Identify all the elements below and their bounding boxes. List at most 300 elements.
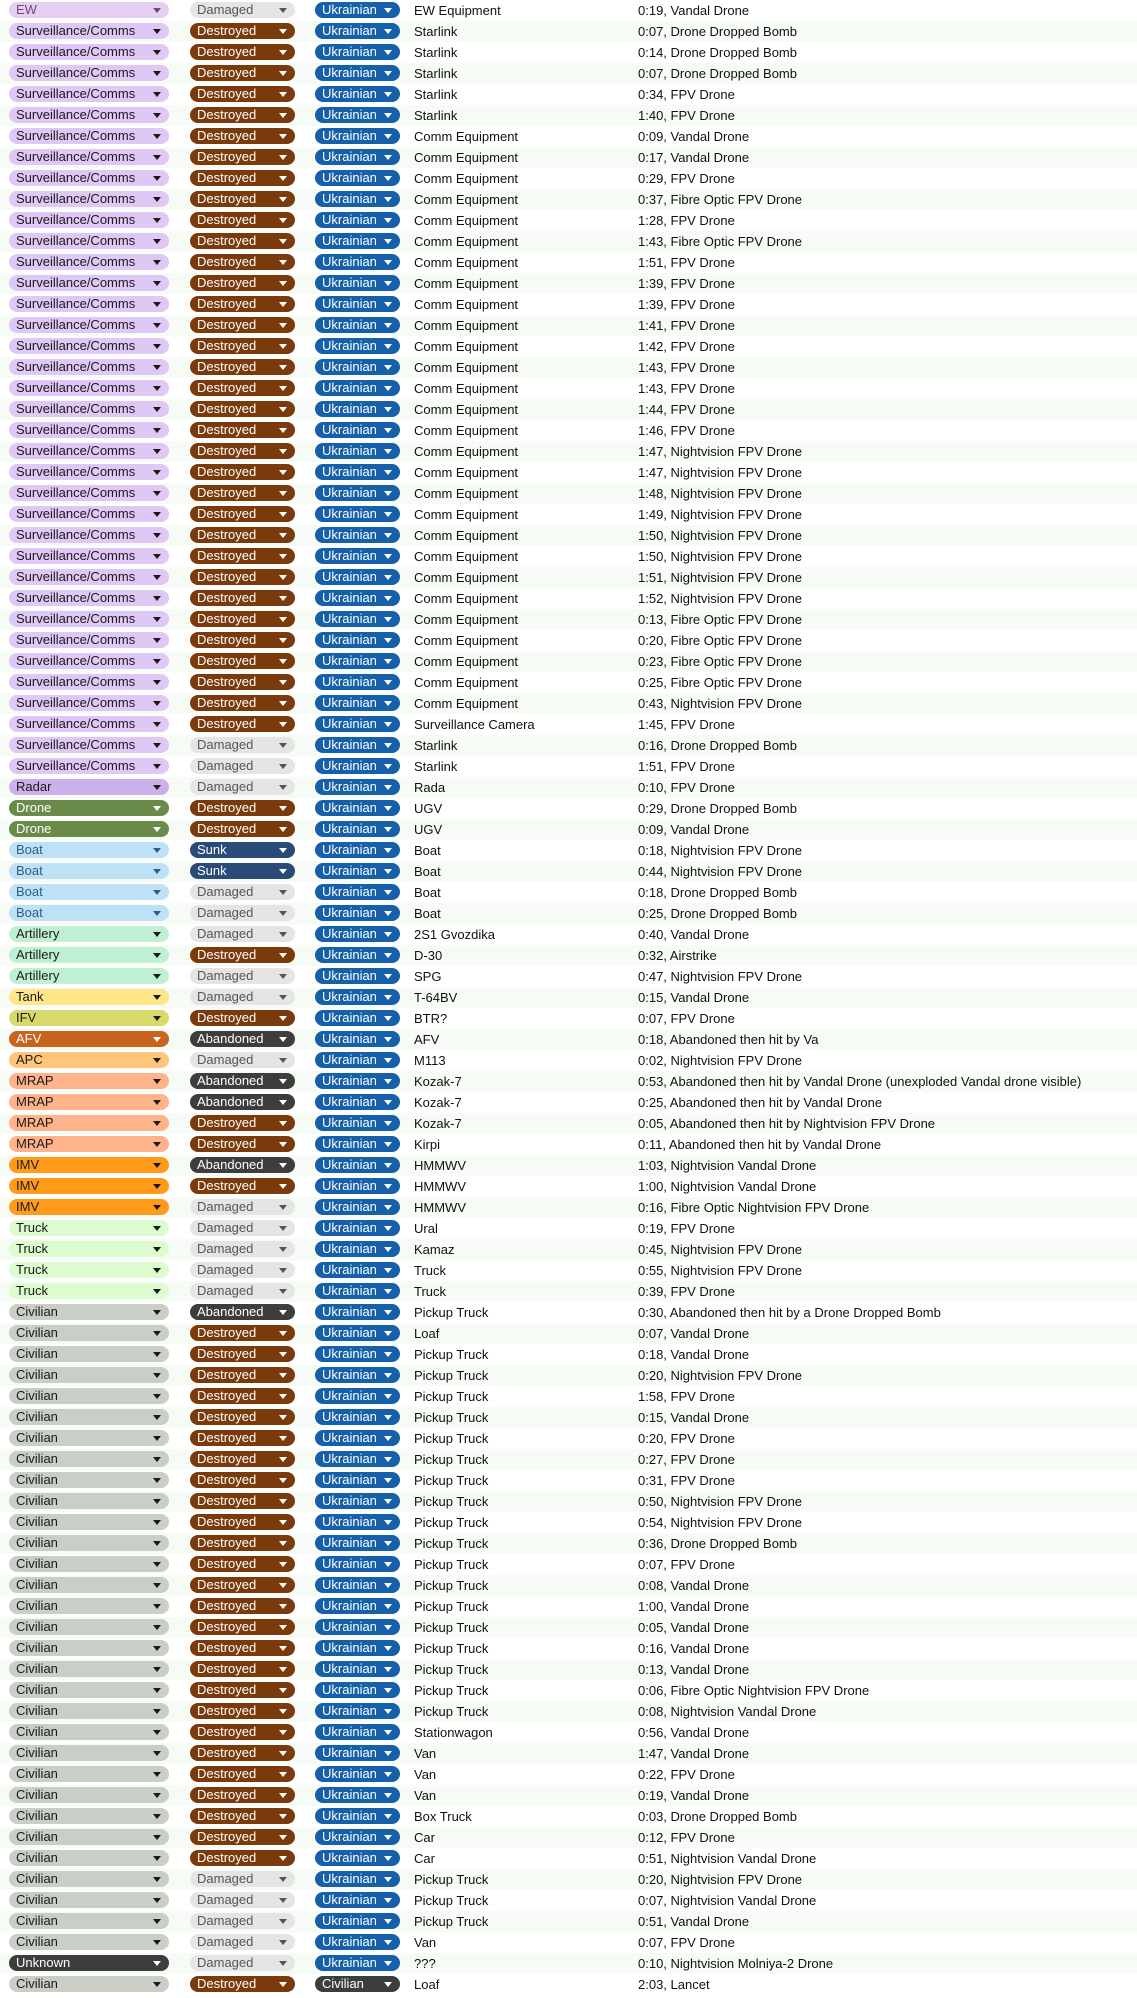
status-dropdown[interactable] [190,422,295,438]
equipment-cell[interactable]: Truck [414,1263,447,1278]
notes-cell[interactable]: 0:23, Fibre Optic FPV Drone [638,654,803,669]
equipment-cell[interactable]: Comm Equipment [414,612,519,627]
equipment-cell[interactable]: Car [414,1830,435,1845]
equipment-cell[interactable]: Ural [414,1221,438,1236]
status-dropdown[interactable] [190,1556,295,1572]
faction-dropdown[interactable] [315,1934,400,1950]
faction-dropdown[interactable] [315,695,400,711]
equipment-cell[interactable]: Pickup Truck [414,1536,489,1551]
notes-cell[interactable]: 1:43, FPV Drone [638,360,735,375]
faction-dropdown[interactable] [315,947,400,963]
notes-cell[interactable]: 0:29, FPV Drone [638,171,735,186]
category-dropdown[interactable] [9,1640,169,1656]
notes-cell[interactable]: 0:56, Vandal Drone [638,1725,750,1740]
faction-dropdown[interactable] [315,1745,400,1761]
faction-dropdown[interactable] [315,1136,400,1152]
equipment-cell[interactable]: Pickup Truck [414,1515,489,1530]
equipment-cell[interactable]: Stationwagon [414,1725,493,1740]
category-dropdown[interactable] [9,86,169,102]
status-dropdown[interactable] [190,1388,295,1404]
equipment-cell[interactable]: Starlink [414,24,458,39]
category-dropdown[interactable] [9,611,169,627]
category-dropdown[interactable] [9,1052,169,1068]
category-dropdown[interactable] [9,758,169,774]
notes-cell[interactable]: 0:09, Vandal Drone [638,822,750,837]
notes-cell[interactable]: 1:48, Nightvision FPV Drone [638,486,803,501]
notes-cell[interactable]: 0:22, FPV Drone [638,1767,735,1782]
notes-cell[interactable]: 1:00, Nightvision Vandal Drone [638,1179,817,1194]
notes-cell[interactable]: 0:07, Vandal Drone [638,1326,750,1341]
category-dropdown[interactable] [9,1283,169,1299]
category-dropdown[interactable] [9,275,169,291]
equipment-cell[interactable]: ??? [414,1956,436,1971]
faction-dropdown[interactable] [315,758,400,774]
category-dropdown[interactable] [9,170,169,186]
notes-cell[interactable]: 0:29, Drone Dropped Bomb [638,801,797,816]
category-dropdown[interactable] [9,1745,169,1761]
status-dropdown[interactable] [190,1703,295,1719]
equipment-cell[interactable]: Comm Equipment [414,339,519,354]
category-dropdown[interactable] [9,1136,169,1152]
equipment-cell[interactable]: HMMWV [414,1179,466,1194]
status-dropdown[interactable] [190,1829,295,1845]
category-dropdown[interactable] [9,1451,169,1467]
status-dropdown[interactable] [190,1010,295,1026]
category-dropdown[interactable] [9,1430,169,1446]
equipment-cell[interactable]: Comm Equipment [414,465,519,480]
equipment-cell[interactable]: Comm Equipment [414,213,519,228]
equipment-cell[interactable]: Comm Equipment [414,192,519,207]
status-dropdown[interactable] [190,1094,295,1110]
status-dropdown[interactable] [190,1241,295,1257]
notes-cell[interactable]: 0:10, FPV Drone [638,780,735,795]
faction-dropdown[interactable] [315,1808,400,1824]
category-dropdown[interactable] [9,1892,169,1908]
category-dropdown[interactable] [9,884,169,900]
faction-dropdown[interactable] [315,968,400,984]
status-dropdown[interactable] [190,1619,295,1635]
equipment-cell[interactable]: Pickup Truck [414,1452,489,1467]
category-dropdown[interactable] [9,1199,169,1215]
status-dropdown[interactable] [190,758,295,774]
faction-dropdown[interactable] [315,1073,400,1089]
status-dropdown[interactable] [190,380,295,396]
category-dropdown[interactable] [9,128,169,144]
status-dropdown[interactable] [190,1304,295,1320]
equipment-cell[interactable]: Pickup Truck [414,1683,489,1698]
equipment-cell[interactable]: Van [414,1746,437,1761]
equipment-cell[interactable]: Pickup Truck [414,1347,489,1362]
status-dropdown[interactable] [190,1472,295,1488]
faction-dropdown[interactable] [315,1220,400,1236]
category-dropdown[interactable] [9,1913,169,1929]
equipment-cell[interactable]: Comm Equipment [414,150,519,165]
notes-cell[interactable]: 0:40, Vandal Drone [638,927,750,942]
category-dropdown[interactable] [9,44,169,60]
notes-cell[interactable]: 0:14, Drone Dropped Bomb [638,45,797,60]
category-dropdown[interactable] [9,254,169,270]
status-dropdown[interactable] [190,1892,295,1908]
faction-dropdown[interactable] [315,86,400,102]
notes-cell[interactable]: 0:12, FPV Drone [638,1830,735,1845]
faction-dropdown[interactable] [315,716,400,732]
status-dropdown[interactable] [190,1850,295,1866]
category-dropdown[interactable] [9,590,169,606]
equipment-cell[interactable]: Boat [414,906,441,921]
status-dropdown[interactable] [190,1640,295,1656]
faction-dropdown[interactable] [315,191,400,207]
notes-cell[interactable]: 0:07, Drone Dropped Bomb [638,24,797,39]
equipment-cell[interactable]: Pickup Truck [414,1557,489,1572]
notes-cell[interactable]: 0:45, Nightvision FPV Drone [638,1242,803,1257]
faction-dropdown[interactable] [315,275,400,291]
faction-dropdown[interactable] [315,1535,400,1551]
faction-dropdown[interactable] [315,506,400,522]
faction-dropdown[interactable] [315,1556,400,1572]
status-dropdown[interactable] [190,464,295,480]
notes-cell[interactable]: 0:20, Nightvision FPV Drone [638,1368,803,1383]
equipment-cell[interactable]: Kirpi [414,1137,441,1152]
category-dropdown[interactable] [9,401,169,417]
category-dropdown[interactable] [9,2,169,18]
notes-cell[interactable]: 1:44, FPV Drone [638,402,735,417]
status-dropdown[interactable] [190,1157,295,1173]
status-dropdown[interactable] [190,1682,295,1698]
equipment-cell[interactable]: Comm Equipment [414,276,519,291]
status-dropdown[interactable] [190,1871,295,1887]
equipment-cell[interactable]: Comm Equipment [414,318,519,333]
faction-dropdown[interactable] [315,1493,400,1509]
category-dropdown[interactable] [9,233,169,249]
status-dropdown[interactable] [190,1430,295,1446]
category-dropdown[interactable] [9,800,169,816]
category-dropdown[interactable] [9,1157,169,1173]
category-dropdown[interactable] [9,1787,169,1803]
faction-dropdown[interactable] [315,863,400,879]
faction-dropdown[interactable] [315,23,400,39]
faction-dropdown[interactable] [315,128,400,144]
notes-cell[interactable]: 1:47, Vandal Drone [638,1746,750,1761]
status-dropdown[interactable] [190,632,295,648]
notes-cell[interactable]: 0:25, Drone Dropped Bomb [638,906,797,921]
category-dropdown[interactable] [9,1073,169,1089]
category-dropdown[interactable] [9,443,169,459]
status-dropdown[interactable] [190,1283,295,1299]
faction-dropdown[interactable] [315,1871,400,1887]
notes-cell[interactable]: 0:20, Fibre Optic FPV Drone [638,633,803,648]
category-dropdown[interactable] [9,1766,169,1782]
notes-cell[interactable]: 1:51, Nightvision FPV Drone [638,570,803,585]
equipment-cell[interactable]: Comm Equipment [414,402,519,417]
equipment-cell[interactable]: Starlink [414,87,458,102]
faction-dropdown[interactable] [315,1178,400,1194]
notes-cell[interactable]: 0:11, Abandoned then hit by Vandal Drone [638,1137,882,1152]
equipment-cell[interactable]: Comm Equipment [414,675,519,690]
equipment-cell[interactable]: Comm Equipment [414,507,519,522]
status-dropdown[interactable] [190,590,295,606]
status-dropdown[interactable] [190,1052,295,1068]
category-dropdown[interactable] [9,191,169,207]
equipment-cell[interactable]: Pickup Truck [414,1389,489,1404]
equipment-cell[interactable]: Starlink [414,45,458,60]
faction-dropdown[interactable] [315,464,400,480]
faction-dropdown[interactable] [315,1913,400,1929]
status-dropdown[interactable] [190,296,295,312]
faction-dropdown[interactable] [315,569,400,585]
equipment-cell[interactable]: Starlink [414,66,458,81]
faction-dropdown[interactable] [315,800,400,816]
faction-dropdown[interactable] [315,779,400,795]
category-dropdown[interactable] [9,926,169,942]
equipment-cell[interactable]: Loaf [414,1326,440,1341]
status-dropdown[interactable] [190,569,295,585]
notes-cell[interactable]: 2:03, Lancet [638,1977,710,1992]
status-dropdown[interactable] [190,716,295,732]
equipment-cell[interactable]: Truck [414,1284,447,1299]
equipment-cell[interactable]: Van [414,1788,437,1803]
equipment-cell[interactable]: Comm Equipment [414,423,519,438]
faction-dropdown[interactable] [315,1115,400,1131]
faction-dropdown[interactable] [315,212,400,228]
status-dropdown[interactable] [190,926,295,942]
notes-cell[interactable]: 1:49, Nightvision FPV Drone [638,507,803,522]
category-dropdown[interactable] [9,1976,169,1992]
category-dropdown[interactable] [9,359,169,375]
notes-cell[interactable]: 1:41, FPV Drone [638,318,735,333]
notes-cell[interactable]: 0:13, Vandal Drone [638,1662,750,1677]
notes-cell[interactable]: 1:52, Nightvision FPV Drone [638,591,803,606]
category-dropdown[interactable] [9,1808,169,1824]
equipment-cell[interactable]: Comm Equipment [414,633,519,648]
equipment-cell[interactable]: Van [414,1767,437,1782]
equipment-cell[interactable]: Comm Equipment [414,255,519,270]
category-dropdown[interactable] [9,464,169,480]
category-dropdown[interactable] [9,23,169,39]
category-dropdown[interactable] [9,1619,169,1635]
status-dropdown[interactable] [190,23,295,39]
equipment-cell[interactable]: Kozak-7 [414,1074,462,1089]
notes-cell[interactable]: 1:28, FPV Drone [638,213,735,228]
category-dropdown[interactable] [9,695,169,711]
status-dropdown[interactable] [190,338,295,354]
faction-dropdown[interactable] [315,1451,400,1467]
equipment-cell[interactable]: Comm Equipment [414,528,519,543]
notes-cell[interactable]: 1:03, Nightvision Vandal Drone [638,1158,817,1173]
notes-cell[interactable]: 0:30, Abandoned then hit by a Drone Dropped Bomb [638,1305,941,1320]
status-dropdown[interactable] [190,128,295,144]
category-dropdown[interactable] [9,1934,169,1950]
faction-dropdown[interactable] [315,653,400,669]
category-dropdown[interactable] [9,716,169,732]
faction-dropdown[interactable] [315,1367,400,1383]
category-dropdown[interactable] [9,1325,169,1341]
notes-cell[interactable]: 0:20, FPV Drone [638,1431,735,1446]
equipment-cell[interactable]: Kozak-7 [414,1095,462,1110]
equipment-cell[interactable]: Pickup Truck [414,1704,489,1719]
status-dropdown[interactable] [190,1913,295,1929]
notes-cell[interactable]: 0:16, Fibre Optic Nightvision FPV Drone [638,1200,870,1215]
notes-cell[interactable]: 1:58, FPV Drone [638,1389,735,1404]
notes-cell[interactable]: 0:17, Vandal Drone [638,150,750,165]
notes-cell[interactable]: 1:43, Fibre Optic FPV Drone [638,234,803,249]
notes-cell[interactable]: 0:02, Nightvision FPV Drone [638,1053,803,1068]
equipment-cell[interactable]: Kamaz [414,1242,455,1257]
equipment-cell[interactable]: Loaf [414,1977,440,1992]
equipment-cell[interactable]: SPG [414,969,442,984]
faction-dropdown[interactable] [315,1514,400,1530]
status-dropdown[interactable] [190,1325,295,1341]
faction-dropdown[interactable] [315,1619,400,1635]
equipment-cell[interactable]: Van [414,1935,437,1950]
category-dropdown[interactable] [9,1598,169,1614]
faction-dropdown[interactable] [315,527,400,543]
equipment-cell[interactable]: UGV [414,801,443,816]
notes-cell[interactable]: 0:05, Abandoned then hit by Nightvision FPV Drone [638,1116,936,1131]
notes-cell[interactable]: 1:46, FPV Drone [638,423,735,438]
notes-cell[interactable]: 1:51, FPV Drone [638,759,735,774]
faction-dropdown[interactable] [315,149,400,165]
faction-dropdown[interactable] [315,401,400,417]
category-dropdown[interactable] [9,317,169,333]
equipment-cell[interactable]: Starlink [414,738,458,753]
status-dropdown[interactable] [190,1535,295,1551]
faction-dropdown[interactable] [315,317,400,333]
category-dropdown[interactable] [9,842,169,858]
notes-cell[interactable]: 0:05, Vandal Drone [638,1620,750,1635]
category-dropdown[interactable] [9,107,169,123]
notes-cell[interactable]: 0:37, Fibre Optic FPV Drone [638,192,803,207]
status-dropdown[interactable] [190,1493,295,1509]
status-dropdown[interactable] [190,1724,295,1740]
notes-cell[interactable]: 0:54, Nightvision FPV Drone [638,1515,803,1530]
category-dropdown[interactable] [9,569,169,585]
notes-cell[interactable]: 1:45, FPV Drone [638,717,735,732]
faction-dropdown[interactable] [315,44,400,60]
category-dropdown[interactable] [9,947,169,963]
category-dropdown[interactable] [9,1409,169,1425]
faction-dropdown[interactable] [315,1829,400,1845]
status-dropdown[interactable] [190,1136,295,1152]
equipment-cell[interactable]: HMMWV [414,1200,466,1215]
status-dropdown[interactable] [190,884,295,900]
notes-cell[interactable]: 0:32, Airstrike [638,948,717,963]
notes-cell[interactable]: 0:55, Nightvision FPV Drone [638,1263,803,1278]
category-dropdown[interactable] [9,1703,169,1719]
status-dropdown[interactable] [190,1451,295,1467]
equipment-cell[interactable]: Starlink [414,759,458,774]
equipment-cell[interactable]: Comm Equipment [414,297,519,312]
category-dropdown[interactable] [9,1178,169,1194]
status-dropdown[interactable] [190,968,295,984]
status-dropdown[interactable] [190,1073,295,1089]
notes-cell[interactable]: 0:31, FPV Drone [638,1473,735,1488]
equipment-cell[interactable]: Comm Equipment [414,654,519,669]
faction-dropdown[interactable] [315,1304,400,1320]
notes-cell[interactable]: 0:18, Abandoned then hit by Va [638,1032,819,1047]
status-dropdown[interactable] [190,1409,295,1425]
faction-dropdown[interactable] [315,254,400,270]
category-dropdown[interactable] [9,1220,169,1236]
equipment-cell[interactable]: Starlink [414,108,458,123]
category-dropdown[interactable] [9,653,169,669]
notes-cell[interactable]: 0:15, Vandal Drone [638,1410,750,1425]
status-dropdown[interactable] [190,65,295,81]
status-dropdown[interactable] [190,674,295,690]
equipment-cell[interactable]: Boat [414,885,441,900]
faction-dropdown[interactable] [315,884,400,900]
category-dropdown[interactable] [9,1031,169,1047]
status-dropdown[interactable] [190,233,295,249]
notes-cell[interactable]: 0:07, FPV Drone [638,1011,735,1026]
faction-dropdown[interactable] [315,1661,400,1677]
faction-dropdown[interactable] [315,1157,400,1173]
status-dropdown[interactable] [190,1115,295,1131]
status-dropdown[interactable] [190,254,295,270]
faction-dropdown[interactable] [315,1472,400,1488]
notes-cell[interactable]: 0:47, Nightvision FPV Drone [638,969,803,984]
status-dropdown[interactable] [190,653,295,669]
status-dropdown[interactable] [190,149,295,165]
status-dropdown[interactable] [190,1766,295,1782]
category-dropdown[interactable] [9,527,169,543]
category-dropdown[interactable] [9,989,169,1005]
faction-dropdown[interactable] [315,632,400,648]
status-dropdown[interactable] [190,1178,295,1194]
equipment-cell[interactable]: EW Equipment [414,3,501,18]
notes-cell[interactable]: 0:51, Vandal Drone [638,1914,750,1929]
notes-cell[interactable]: 0:09, Vandal Drone [638,129,750,144]
notes-cell[interactable]: 0:50, Nightvision FPV Drone [638,1494,803,1509]
notes-cell[interactable]: 0:36, Drone Dropped Bomb [638,1536,797,1551]
category-dropdown[interactable] [9,821,169,837]
notes-cell[interactable]: 0:07, Nightvision Vandal Drone [638,1893,817,1908]
status-dropdown[interactable] [190,107,295,123]
category-dropdown[interactable] [9,737,169,753]
notes-cell[interactable]: 0:43, Nightvision FPV Drone [638,696,803,711]
notes-cell[interactable]: 0:18, Drone Dropped Bomb [638,885,797,900]
equipment-cell[interactable]: Comm Equipment [414,549,519,564]
notes-cell[interactable]: 0:08, Nightvision Vandal Drone [638,1704,817,1719]
notes-cell[interactable]: 0:08, Vandal Drone [638,1578,750,1593]
status-dropdown[interactable] [190,212,295,228]
faction-dropdown[interactable] [315,1703,400,1719]
notes-cell[interactable]: 0:34, FPV Drone [638,87,735,102]
notes-cell[interactable]: 1:51, FPV Drone [638,255,735,270]
equipment-cell[interactable]: Pickup Truck [414,1641,489,1656]
faction-dropdown[interactable] [315,1787,400,1803]
notes-cell[interactable]: 0:18, Nightvision FPV Drone [638,843,803,858]
equipment-cell[interactable]: Pickup Truck [414,1431,489,1446]
notes-cell[interactable]: 0:18, Vandal Drone [638,1347,750,1362]
category-dropdown[interactable] [9,506,169,522]
status-dropdown[interactable] [190,1955,295,1971]
category-dropdown[interactable] [9,1829,169,1845]
status-dropdown[interactable] [190,821,295,837]
notes-cell[interactable]: 0:39, FPV Drone [638,1284,735,1299]
status-dropdown[interactable] [190,359,295,375]
notes-cell[interactable]: 0:03, Drone Dropped Bomb [638,1809,797,1824]
category-dropdown[interactable] [9,1556,169,1572]
notes-cell[interactable]: 1:43, FPV Drone [638,381,735,396]
status-dropdown[interactable] [190,86,295,102]
notes-cell[interactable]: 0:10, Nightvision Molniya-2 Drone [638,1956,834,1971]
category-dropdown[interactable] [9,1010,169,1026]
equipment-cell[interactable]: Boat [414,864,441,879]
equipment-cell[interactable]: Comm Equipment [414,129,519,144]
notes-cell[interactable]: 0:20, Nightvision FPV Drone [638,1872,803,1887]
category-dropdown[interactable] [9,1577,169,1593]
status-dropdown[interactable] [190,506,295,522]
